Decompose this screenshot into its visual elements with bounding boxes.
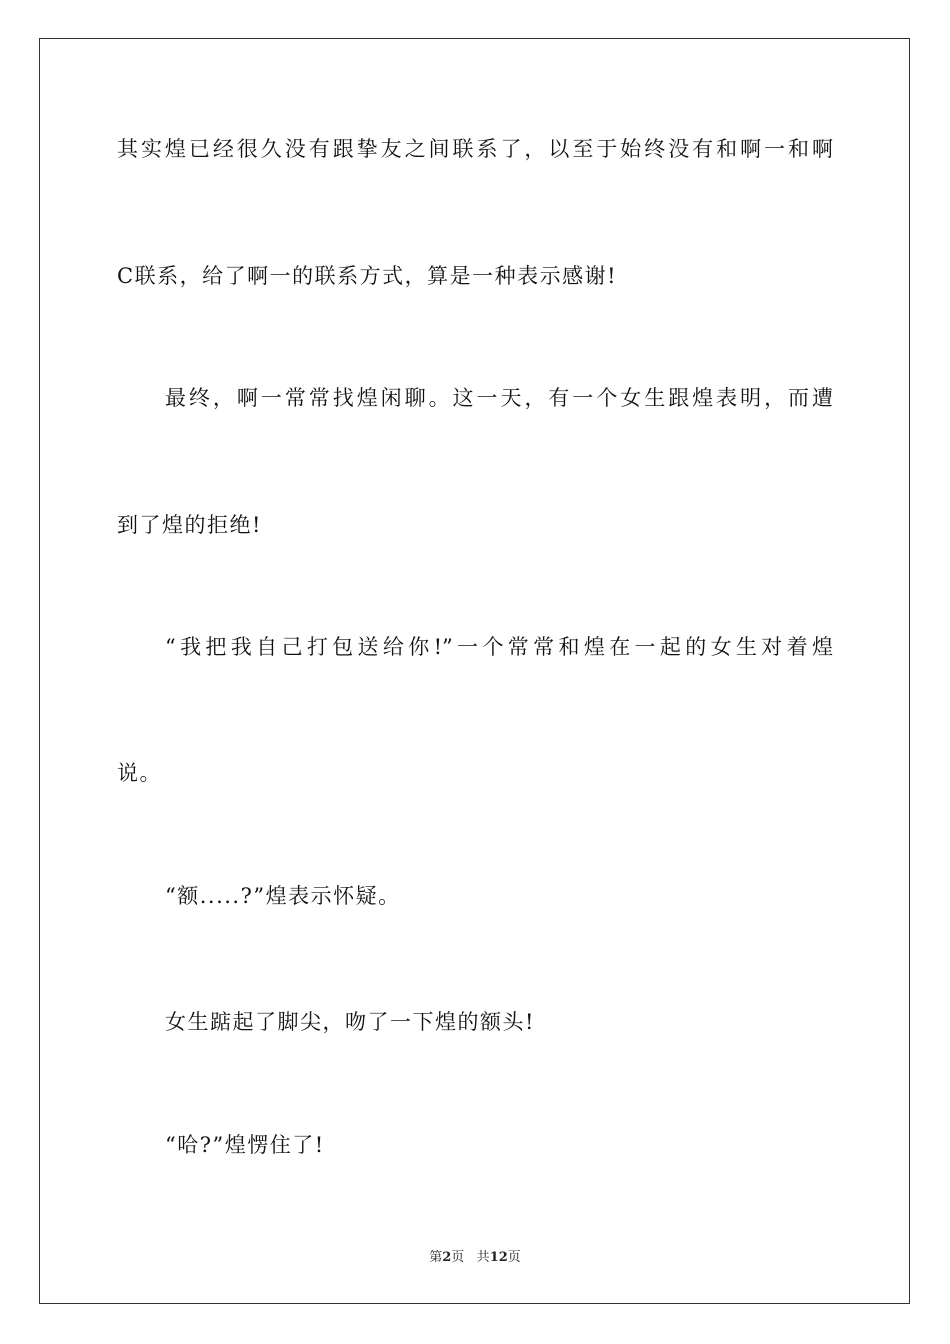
total-suffix: 页 bbox=[507, 1250, 521, 1265]
paragraph-line-9: “哈?”煌愣住了! bbox=[165, 1133, 325, 1157]
paragraph-line-4: 到了煌的拒绝! bbox=[117, 513, 262, 537]
total-pages: 12 bbox=[489, 1250, 508, 1265]
page-frame bbox=[39, 38, 910, 1304]
paragraph-line-1: 其实煌已经很久没有跟挚友之间联系了，以至于始终没有和啊一和啊 bbox=[117, 137, 833, 161]
paragraph-line-6: 说。 bbox=[117, 761, 162, 785]
paragraph-line-7: “额.....?”煌表示怀疑。 bbox=[165, 884, 401, 908]
page-suffix: 页 bbox=[451, 1250, 465, 1265]
page-prefix: 第 bbox=[429, 1250, 443, 1265]
paragraph-line-2: C联系，给了啊一的联系方式，算是一种表示感谢! bbox=[117, 264, 618, 288]
paragraph-line-8: 女生踮起了脚尖，吻了一下煌的额头! bbox=[165, 1010, 535, 1034]
total-prefix: 共 bbox=[476, 1250, 490, 1265]
page-number: 2 bbox=[442, 1250, 452, 1265]
page-footer bbox=[0, 1246, 950, 1265]
paragraph-line-3: 最终，啊一常常找煌闲聊。这一天，有一个女生跟煌表明，而遭 bbox=[165, 386, 833, 410]
paragraph-line-5: “我把我自己打包送给你!”一个常常和煌在一起的女生对着煌 bbox=[165, 635, 833, 659]
